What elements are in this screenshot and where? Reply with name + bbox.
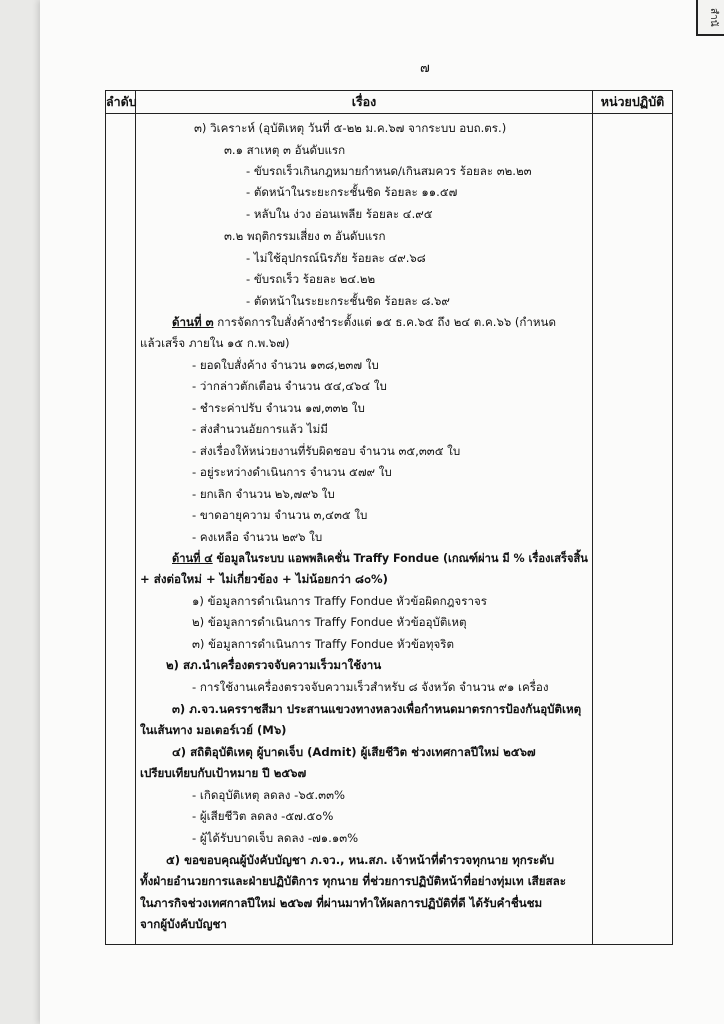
text-line: ๔) สถิติอุบัติเหตุ ผู้บาดเจ็บ (Admit) ผู้เสียชีวิต ช่วงเทศกาลปีใหม่ ๒๕๖๗ [172, 745, 536, 759]
text-line: ๓.๑ สาเหตุ ๓ อันดับแรก [224, 143, 346, 157]
section-heading-4-text: ข้อมูลในระบบ แอพพลิเคชั่น Traffy Fondue (เกณฑ์ผ่าน มี % เรื่องเสร็จสิ้น [212, 551, 588, 565]
text-line: - ขาดอายุความ จำนวน ๓,๔๓๕ ใบ [192, 508, 368, 522]
text-line: - อยู่ระหว่างดำเนินการ จำนวน ๕๗๙ ใบ [192, 465, 392, 479]
text-line: เปรียบเทียบกับเป้าหมาย ปี ๒๕๖๗ [140, 766, 307, 780]
order-cell [106, 114, 136, 945]
text-line: - ขับรถเร็ว ร้อยละ ๒๔.๒๒ [246, 272, 376, 286]
text-line: - ตัดหน้าในระยะกระชั้นชิด ร้อยละ ๑๑.๕๗ [246, 185, 458, 199]
header-subject: เรื่อง [136, 91, 593, 114]
text-line: ๒) สภ.นำเครื่องตรวจจับความเร็วมาใช้งาน [166, 658, 382, 672]
text-line: - ยกเลิก จำนวน ๒๖,๗๙๖ ใบ [192, 487, 335, 501]
text-line: ๕) ขอขอบคุณผู้บังคับบัญชา ภ.จว., หน.สภ. เจ้าหน้าที่ตำรวจทุกนาย ทุกระดับ [166, 853, 555, 867]
text-line: - ชำระค่าปรับ จำนวน ๑๗,๓๓๒ ใบ [192, 401, 365, 415]
text-line: ๒) ข้อมูลการดำเนินการ Traffy Fondue หัวข้ออุบัติเหตุ [192, 615, 467, 629]
header-unit: หน่วยปฏิบัติ [593, 91, 673, 114]
text-line: จากผู้บังคับบัญชา [140, 917, 227, 931]
section-heading-4: ด้านที่ ๔ [172, 551, 213, 565]
corner-tab: สำนั [696, 0, 724, 36]
text-line: + ส่งต่อใหม่ + ไม่เกี่ยวข้อง + ไม่น้อยกว่า ๘๐%) [140, 572, 388, 586]
text-line: - ส่งเรื่องให้หน่วยงานที่รับผิดชอบ จำนวน ๓๕,๓๓๕ ใบ [192, 444, 461, 458]
text-line: - เกิดอุบัติเหตุ ลดลง -๖๕.๓๓% [192, 788, 346, 802]
text-line: ๑) ข้อมูลการดำเนินการ Traffy Fondue หัวข้อผิดกฎจราจร [192, 594, 487, 608]
page-number: ๗ [420, 61, 430, 76]
text-line: ๓) ภ.จว.นครราชสีมา ประสานแขวงทางหลวงเพื่อกำหนดมาตรการป้องกันอุบัติเหตุ [172, 702, 582, 716]
agenda-table [105, 90, 673, 945]
text-line: - คงเหลือ จำนวน ๒๙๖ ใบ [192, 530, 323, 544]
text-line: ทั้งฝ่ายอำนวยการและฝ่ายปฏิบัติการ ทุกนาย ที่ช่วยการปฏิบัติหน้าที่อย่างทุ่มเท เสียสละ [140, 874, 566, 888]
text-line: - หลับใน ง่วง อ่อนเพลีย ร้อยละ ๔.๙๕ [246, 207, 433, 221]
text-line: - ไม่ใช้อุปกรณ์นิรภัย ร้อยละ ๔๙.๖๘ [246, 251, 426, 265]
table-row [106, 114, 673, 945]
text-line: ๓) วิเคราะห์ (อุบัติเหตุ วันที่ ๕-๒๒ ม.ค.๖๗ จากระบบ อบถ.ตร.) [194, 121, 507, 135]
text-line [172, 550, 588, 566]
unit-cell [593, 114, 673, 945]
text-line: ในเส้นทาง มอเตอร์เวย์ (M๖) [140, 723, 287, 737]
text-line: - ผู้ได้รับบาดเจ็บ ลดลง -๗๑.๑๓% [192, 831, 359, 845]
text-line: - ตัดหน้าในระยะกระชั้นชิด ร้อยละ ๘.๖๙ [246, 294, 450, 308]
table-header-row [106, 91, 673, 114]
header-order: ลำดับ [106, 91, 136, 114]
text-line: - ยอดใบสั่งค้าง จำนวน ๑๓๘,๒๓๗ ใบ [192, 358, 379, 372]
text-line: - ว่ากล่าวตักเตือน จำนวน ๕๔,๔๖๔ ใบ [192, 379, 387, 393]
text-line: - ผู้เสียชีวิต ลดลง -๕๗.๕๐% [192, 809, 334, 823]
text-line: - การใช้งานเครื่องตรวจจับความเร็วสำหรับ ๘ จังหวัด จำนวน ๙๑ เครื่อง [192, 680, 549, 694]
text-line: - ส่งสำนวนอัยการแล้ว ไม่มี [192, 422, 328, 436]
subject-cell [136, 114, 593, 945]
text-line: ๓) ข้อมูลการดำเนินการ Traffy Fondue หัวข้อทุจริต [192, 637, 455, 651]
text-line: ๓.๒ พฤติกรรมเสี่ยง ๓ อันดับแรก [224, 229, 386, 243]
section-heading-3-text: การจัดการใบสั่งค้างชำระตั้งแต่ ๑๕ ธ.ค.๖๕ ถึง ๒๔ ต.ค.๖๖ (กำหนด [213, 315, 557, 329]
section-heading-3: ด้านที่ ๓ [172, 315, 214, 329]
text-line: แล้วเสร็จ ภายใน ๑๕ ก.พ.๖๗) [140, 336, 290, 350]
text-line: ในภารกิจช่วงเทศกาลปีใหม่ ๒๕๖๗ ที่ผ่านมาทำให้ผลการปฏิบัติที่ดี ได้รับคำชื่นชม [140, 896, 543, 910]
text-line [172, 314, 556, 330]
text-line: - ขับรถเร็วเกินกฎหมายกำหนด/เกินสมควร ร้อยละ ๓๒.๒๓ [246, 164, 532, 178]
